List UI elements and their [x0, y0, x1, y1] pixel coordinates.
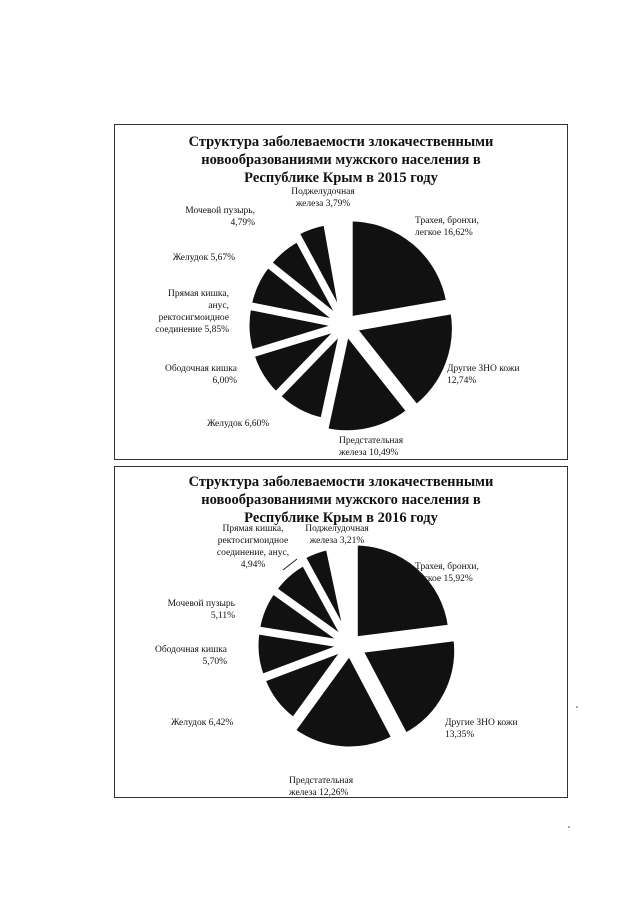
pie-label-prostate [288, 776, 354, 797]
pie-label-line: железа 10,49% [339, 448, 399, 458]
pie-label-line: Ободочная кишка [164, 364, 237, 374]
pie-label-line: 5,70% [202, 657, 227, 667]
chart-2016-title-line-1: Структура заболеваемости злокачественными [188, 474, 494, 490]
pie-label-line: соединение 5,85% [155, 325, 229, 335]
pie-label-line: ректосигмоидное [217, 536, 289, 546]
chart-2016-pie [115, 467, 567, 797]
pie-label-trachea [415, 215, 479, 238]
chart-2015-title-line-2: новообразованиями мужского населения в [201, 152, 481, 168]
chart-2016-title-line-3: Республике Крым в 2016 году [244, 510, 438, 526]
pie-label-line: Другие ЗНО кожи [447, 364, 520, 374]
pie-label-line: железа 3,79% [295, 199, 351, 209]
pie-label-line: железа 3,21% [309, 536, 365, 546]
pie-label-rectum [155, 289, 229, 335]
chart-2016 [114, 466, 568, 798]
pie-slice-trachea [355, 543, 450, 639]
chart-2015 [114, 124, 568, 460]
pie-label-line: Мочевой пузырь, [185, 206, 255, 216]
pie-label-line: легкое 15,92% [415, 574, 473, 584]
pie-label-line: анус, [208, 301, 229, 311]
pie-label-line: легкое 16,62% [415, 228, 473, 238]
pie-label-line: железа 12,26% [289, 788, 349, 797]
pie-label-line: Желудок 5,67% [172, 253, 235, 263]
chart-2015-pie [115, 125, 567, 459]
pie-label-line: Желудок 6,42% [171, 718, 234, 728]
pie-label-prostate [338, 436, 404, 458]
pie-label-pancreas [305, 524, 369, 546]
pie-label-stomach [207, 419, 269, 429]
pie-label-line: 4,94% [240, 560, 266, 570]
chart-2016-title-line-2: новообразованиями мужского населения в [201, 492, 481, 508]
pie-label-line: Трахея, бронхи, [415, 216, 479, 226]
pie-label-line: Поджелудочная [305, 524, 369, 534]
pie-label-bladder [168, 598, 236, 621]
pie-label-line: Предстательная [289, 776, 354, 786]
pie-label-line: соединение, анус, [216, 548, 290, 558]
pie-label-skin [447, 364, 520, 386]
pie-label-line: ректосигмоидное [158, 313, 229, 323]
pie-label-pancreas [291, 187, 355, 209]
pie-label-line: 13,35% [445, 730, 475, 740]
pie-label-line: Поджелудочная [291, 187, 355, 197]
chart-2015-title-line-1: Структура заболеваемости злокачественными [188, 134, 494, 150]
scan-speck [568, 826, 570, 828]
chart-2015-title-line-3: Республике Крым в 2015 году [244, 170, 438, 186]
pie-label-line: Желудок 6,60% [207, 419, 270, 429]
pie-label-line: 6,00% [212, 376, 237, 386]
scan-speck [576, 706, 578, 708]
pie-label-line: Другие ЗНО кожи [445, 718, 518, 728]
pie-label-line: Ободочная кишка [154, 645, 227, 655]
pie-label-line: Прямая кишка, [168, 289, 229, 299]
pie-label-rectum [217, 524, 289, 570]
pie-label-line: 4,79% [230, 218, 255, 228]
pie-label-line: Трахея, бронхи, [415, 562, 479, 572]
pie-label-colon [165, 363, 238, 386]
pie-label-line: 12,74% [447, 376, 477, 386]
pie-label-line: 5,11% [210, 611, 235, 621]
pie-label-stomach [173, 253, 235, 263]
pie-label-bladder [185, 205, 255, 228]
pie-label-line: Предстательная [339, 436, 404, 446]
pie-label-line: Прямая кишка, [222, 524, 284, 534]
pie-label-stomach [171, 718, 233, 728]
pie-label-colon [155, 644, 228, 667]
pie-label-line: Мочевой пузырь [167, 599, 235, 609]
pie-label-skin [445, 718, 518, 740]
